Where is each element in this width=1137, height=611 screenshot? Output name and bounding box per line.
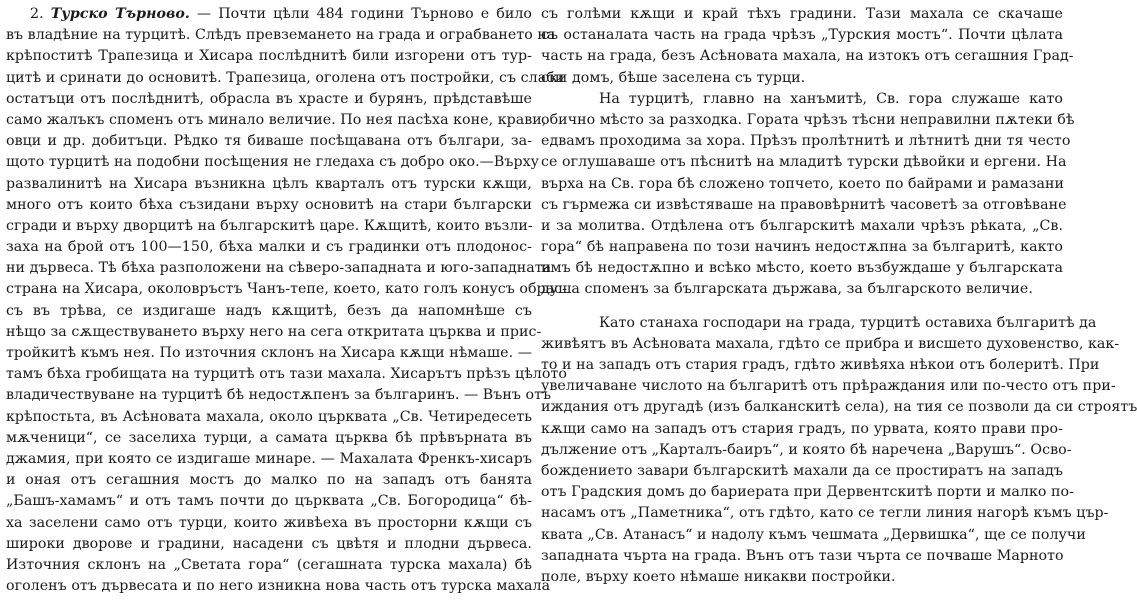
paragraph-line: имъ бѣ недостѫпно и всѣко мѣсто, което възбуждаше у българската [541, 260, 1063, 277]
paragraph-line: отъ Градския домъ до бариерата при Дервентскитѣ порти и малко по- [541, 484, 1074, 501]
paragraph-line: тройкитѣ къмъ нея. По източния склонъ на Хисара кѫщи нѣмаше. — [6, 345, 532, 361]
paragraph-line: крѣпоститѣ Трапезица и Хисара послѣднитѣ били изгорени отъ тур- [6, 48, 532, 65]
paragraph-line: овци и др. добитъци. Рѣдко тя биваше посѣщавана отъ българи, за- [6, 133, 532, 150]
paragraph-line: то и на западъ отъ стария градъ, гдѣто живѣяха нѣкои отъ болеритѣ. При [541, 357, 1100, 373]
paragraph-line: оголенъ отъ дървесата и по него изникна нова часть отъ турска махала [6, 578, 551, 595]
section-title: Турско Търново. [50, 6, 190, 22]
paragraph-line: заха на брой отъ 100—150, бѣха малки и съ градинки отъ плодонос- [6, 239, 532, 256]
paragraph-line: и оная отъ сегашния мостъ до малко по на западъ отъ банята [6, 472, 532, 489]
paragraph-line: само жалъкъ споменъ отъ минало величие. По нея пасѣха коне, крави, [6, 111, 547, 128]
paragraph-line: западната чърта на града. Вънъ отъ тази чърта се почваше Марното [541, 547, 1064, 564]
paragraph-line: остатъци отъ послѣднитѣ, обрасла въ храсте и бурянъ, прѣдставѣше [6, 90, 532, 107]
right-column [541, 4, 1137, 588]
left-column [6, 4, 568, 597]
paragraph-line: съ останалата часть на града чрѣзъ „Турския мостъ“. Почти цѣлата [541, 27, 1063, 44]
paragraph-line: насамъ отъ „Паметника“, отъ гдѣто, като се тегли линия нагорѣ къмъ цър- [541, 505, 1109, 522]
paragraph-line: гора“ бѣ направена по този начинъ недостѫпна за българитѣ, както [541, 239, 1063, 256]
paragraph-line: мѫченици“, се заселиха турци, а самата църква бѣ прѣвърната въ [6, 429, 532, 446]
paragraph-line: ски домъ, бѣше заселена съ турци. [541, 69, 806, 86]
paragraph-line: съ гърмежа си извѣстяваше на правовѣрнитѣ часоветѣ за отговѣване [541, 196, 1067, 213]
paragraph-line: съ голѣми кѫщи и край тѣхъ градини. Тази махала се скачаше [541, 6, 1063, 22]
paragraph-line: страна на Хисара, околовръстъ Чанъ-тепе, което, като голъ конусъ обрас- [6, 281, 568, 298]
paragraph-line: върха на Св. гора бѣ сложено топчето, което по байрами и рамазани [541, 175, 1065, 192]
paragraph-line: джамия, при която се издигаше минаре. — Махалата Френкъ-хисаръ [6, 450, 532, 467]
paragraph-line: съ въ трѣва, се издигаше надъ кѫщитѣ, безъ да напомнѣше съ [6, 302, 532, 319]
paragraph-line: Като станаха господари на града, турцитѣ оставиха българитѣ да [599, 314, 1097, 331]
paragraph-line: широки дворове и градини, насадени съ цвѣтя и плодни дървеса. [6, 535, 532, 552]
paragraph-line: поле, върху което нѣмаше никакви постройки. [541, 568, 896, 585]
paragraph-line: дължение отъ „Карталъ-баиръ“, и която бѣ наречена „Варушъ“. Осво- [541, 441, 1072, 458]
paragraph-line: щото турцитѣ на подобни посѣщения не гледаха съ добро око.—Върху [6, 154, 540, 171]
paragraph-line: много отъ които бѣха съзидани върху основитѣ на стари български [6, 196, 532, 213]
paragraph-line: Източния склонъ на „Светата гора“ (сегашната турска махала) бѣ [6, 556, 532, 573]
paragraph-line [6, 4, 532, 25]
paragraph-line: ни дървеса. Тѣ бѣха разположени на сѣверо-западната и юго-западната [6, 260, 552, 277]
section-number: 2. [30, 6, 44, 22]
paragraph-line: На турцитѣ, главно на ханъмитѣ, Св. гора служаше като [599, 90, 1063, 107]
paragraph-line: бождението завари българскитѣ махали да се простиратъ на западъ [541, 462, 1063, 479]
paragraph-line: нѣщо за сѫществуването върху него на сега откритата църква и прис- [6, 323, 542, 340]
paragraph-line: въ владѣние на турцитѣ. Слѣдъ превземането на града и ограбването на [6, 27, 556, 44]
paragraph-line: се оглушаваше отъ пѣснитѣ на младитѣ турски дѣвойки и ергени. На [541, 154, 1067, 171]
paragraph-line: кѫщи само на западъ отъ стария градъ, по урвата, която прави про- [541, 420, 1063, 437]
paragraph-line: ха заселени само отъ турци, които живѣеха въ просторни кѫщи съ [6, 514, 532, 531]
paragraph-line: крѣпостьта, въ Асѣновата махала, около църквата „Св. Четиредесеть [6, 408, 532, 425]
paragraph-line: и за молитва. Отдѣлена отъ българскитѣ махали чрѣзъ рѣката, „Св. [541, 217, 1063, 234]
paragraph-line: часть на града, безъ Асѣновата махала, на изтокъ отъ сегашния Град- [541, 48, 1074, 65]
paragraph-line: обично мѣсто за разходка. Гората чрѣзъ тѣсни неправилни пѫтеки бѣ [541, 111, 1075, 128]
paragraph-line: „Башъ-хамамъ“ и отъ тамъ почти до църквата „Св. Богородица“ бѣ- [6, 493, 532, 510]
paragraph-line: квата „Св. Атанасъ“ и надолу къмъ чешмата „Дервишка“, ще се получи [541, 526, 1086, 543]
paragraph-line: сгради и върху дворцитѣ на българскитѣ царе. Кѫщитѣ, които възли- [6, 217, 533, 234]
paragraph-line: едвамъ проходима за хора. Прѣзъ пролѣтнитѣ и лѣтнитѣ дни тя често [541, 133, 1071, 150]
paragraph-line: иждания отъ другадѣ (изъ балканскитѣ села), на тия се позволи да си строятъ [541, 399, 1137, 416]
paragraph-line: увеличаване числото на българитѣ отъ прѣраждания или по-често отъ при- [541, 378, 1116, 395]
paragraph-line-text: — Почти цѣли 484 години Търново е било [189, 6, 532, 22]
paragraph-line: душа споменъ за българската държава, за българското величие. [541, 281, 1033, 298]
paragraph-line: развалинитѣ на Хисара възникна цѣлъ кварталъ отъ турски кѫщи, [6, 175, 532, 192]
paragraph-line: владичествуване на турцитѣ бѣ недостѫпенъ за българинъ. — Вънъ отъ [6, 387, 552, 404]
paragraph-line: тамъ бѣха гробищата на турцитѣ отъ тази махала. Хисарътъ прѣзъ цѣлото [6, 366, 567, 383]
paragraph-line: живѣятъ въ Асѣновата махала, гдѣто се прибра и висшето духовенство, как- [541, 335, 1120, 352]
paragraph-line: цитѣ и сринати до основитѣ. Трапезица, оголена отъ постройки, съ слаби [6, 69, 565, 86]
paragraph-gap [541, 301, 1063, 313]
